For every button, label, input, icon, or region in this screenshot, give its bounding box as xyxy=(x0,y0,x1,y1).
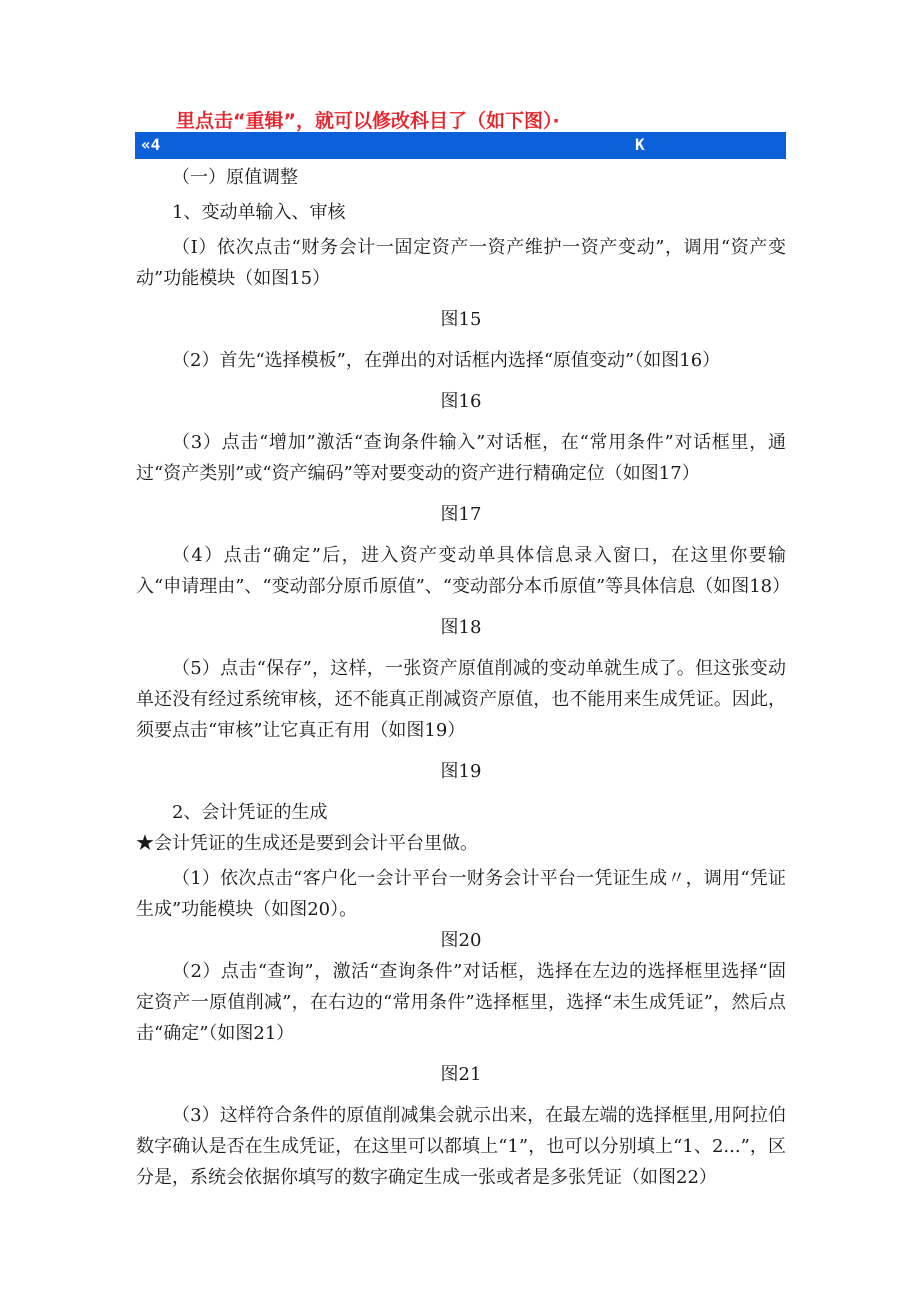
paragraph: （5）点击“保存”，这样，一张资产原值削减的变动单就生成了。但这张变动单还没有经过系统审核，还不能真正削减资产原值，也不能用来生成凭证。因此，须要点击“审核”让它真正有用（如图19） xyxy=(136,658,786,741)
paragraph: （4）点击“确定”后，进入资产变动单具体信息录入窗口，在这里你要输入“申请理由”、“变动部分原币原值”、“变动部分本币原值”等具体信息（如图18） xyxy=(136,545,791,597)
paragraph: （2）点击“查询”，激活“查询条件”对话框，选择在左边的选择框里选择“固定资产一原值削减”，在右边的“常用条件”选择框里，选择“未生成凭证”，然后点击“确定”（如图21） xyxy=(136,961,786,1044)
banner-left-text: «4 xyxy=(141,135,161,154)
paragraph: （3）点击“增加”激活“查询条件输入”对话框，在“常用条件”对话框里，通过“资产类别”或“资产编码”等对要变动的资产进行精确定位（如图17） xyxy=(136,432,786,484)
red-heading-line: 里点击“重辑”，就可以修改科目了（如下图）· xyxy=(176,110,560,132)
figure-caption: 图18 xyxy=(440,617,482,638)
paragraph: （1）依次点击“客户化一会计平台一财务会计平台一凭证生成〃，调用“凭证生成”功能模块（如图20）。 xyxy=(136,868,786,920)
section-heading: （一）原值调整 xyxy=(172,167,298,188)
figure-caption: 图16 xyxy=(440,391,482,412)
paragraph: （3）这样符合条件的原值削减集会就示出来，在最左端的选择框里,用阿拉伯数字确认是否在生成凭证，在这里可以都填上“1”，也可以分别填上“1、2...”，区分是，系统会依据你填写的数字确定生成一张或者是多张凭证（如图22） xyxy=(136,1105,786,1188)
banner-right-text: K xyxy=(635,135,645,154)
document-body xyxy=(136,162,791,1193)
blue-banner xyxy=(135,132,786,159)
paragraph: （I）依次点击“财务会计一固定资产一资产维护一资产变动”，调用“资产变动”功能模块（如图15） xyxy=(136,237,786,289)
subsection-heading: 1、变动单输入、审核 xyxy=(172,202,346,223)
figure-caption: 图21 xyxy=(440,1064,482,1085)
figure-caption: 图15 xyxy=(440,309,482,330)
paragraph: （2）首先“选择模板”，在弹出的对话框内选择“原值变动”（如图16） xyxy=(172,350,721,371)
figure-caption: 图19 xyxy=(440,761,482,782)
star-note: ★会计凭证的生成还是要到会计平台里做。 xyxy=(136,833,478,854)
figure-caption: 图20 xyxy=(440,930,482,951)
figure-caption: 图17 xyxy=(440,504,482,525)
subsection-heading: 2、会计凭证的生成 xyxy=(172,802,328,823)
